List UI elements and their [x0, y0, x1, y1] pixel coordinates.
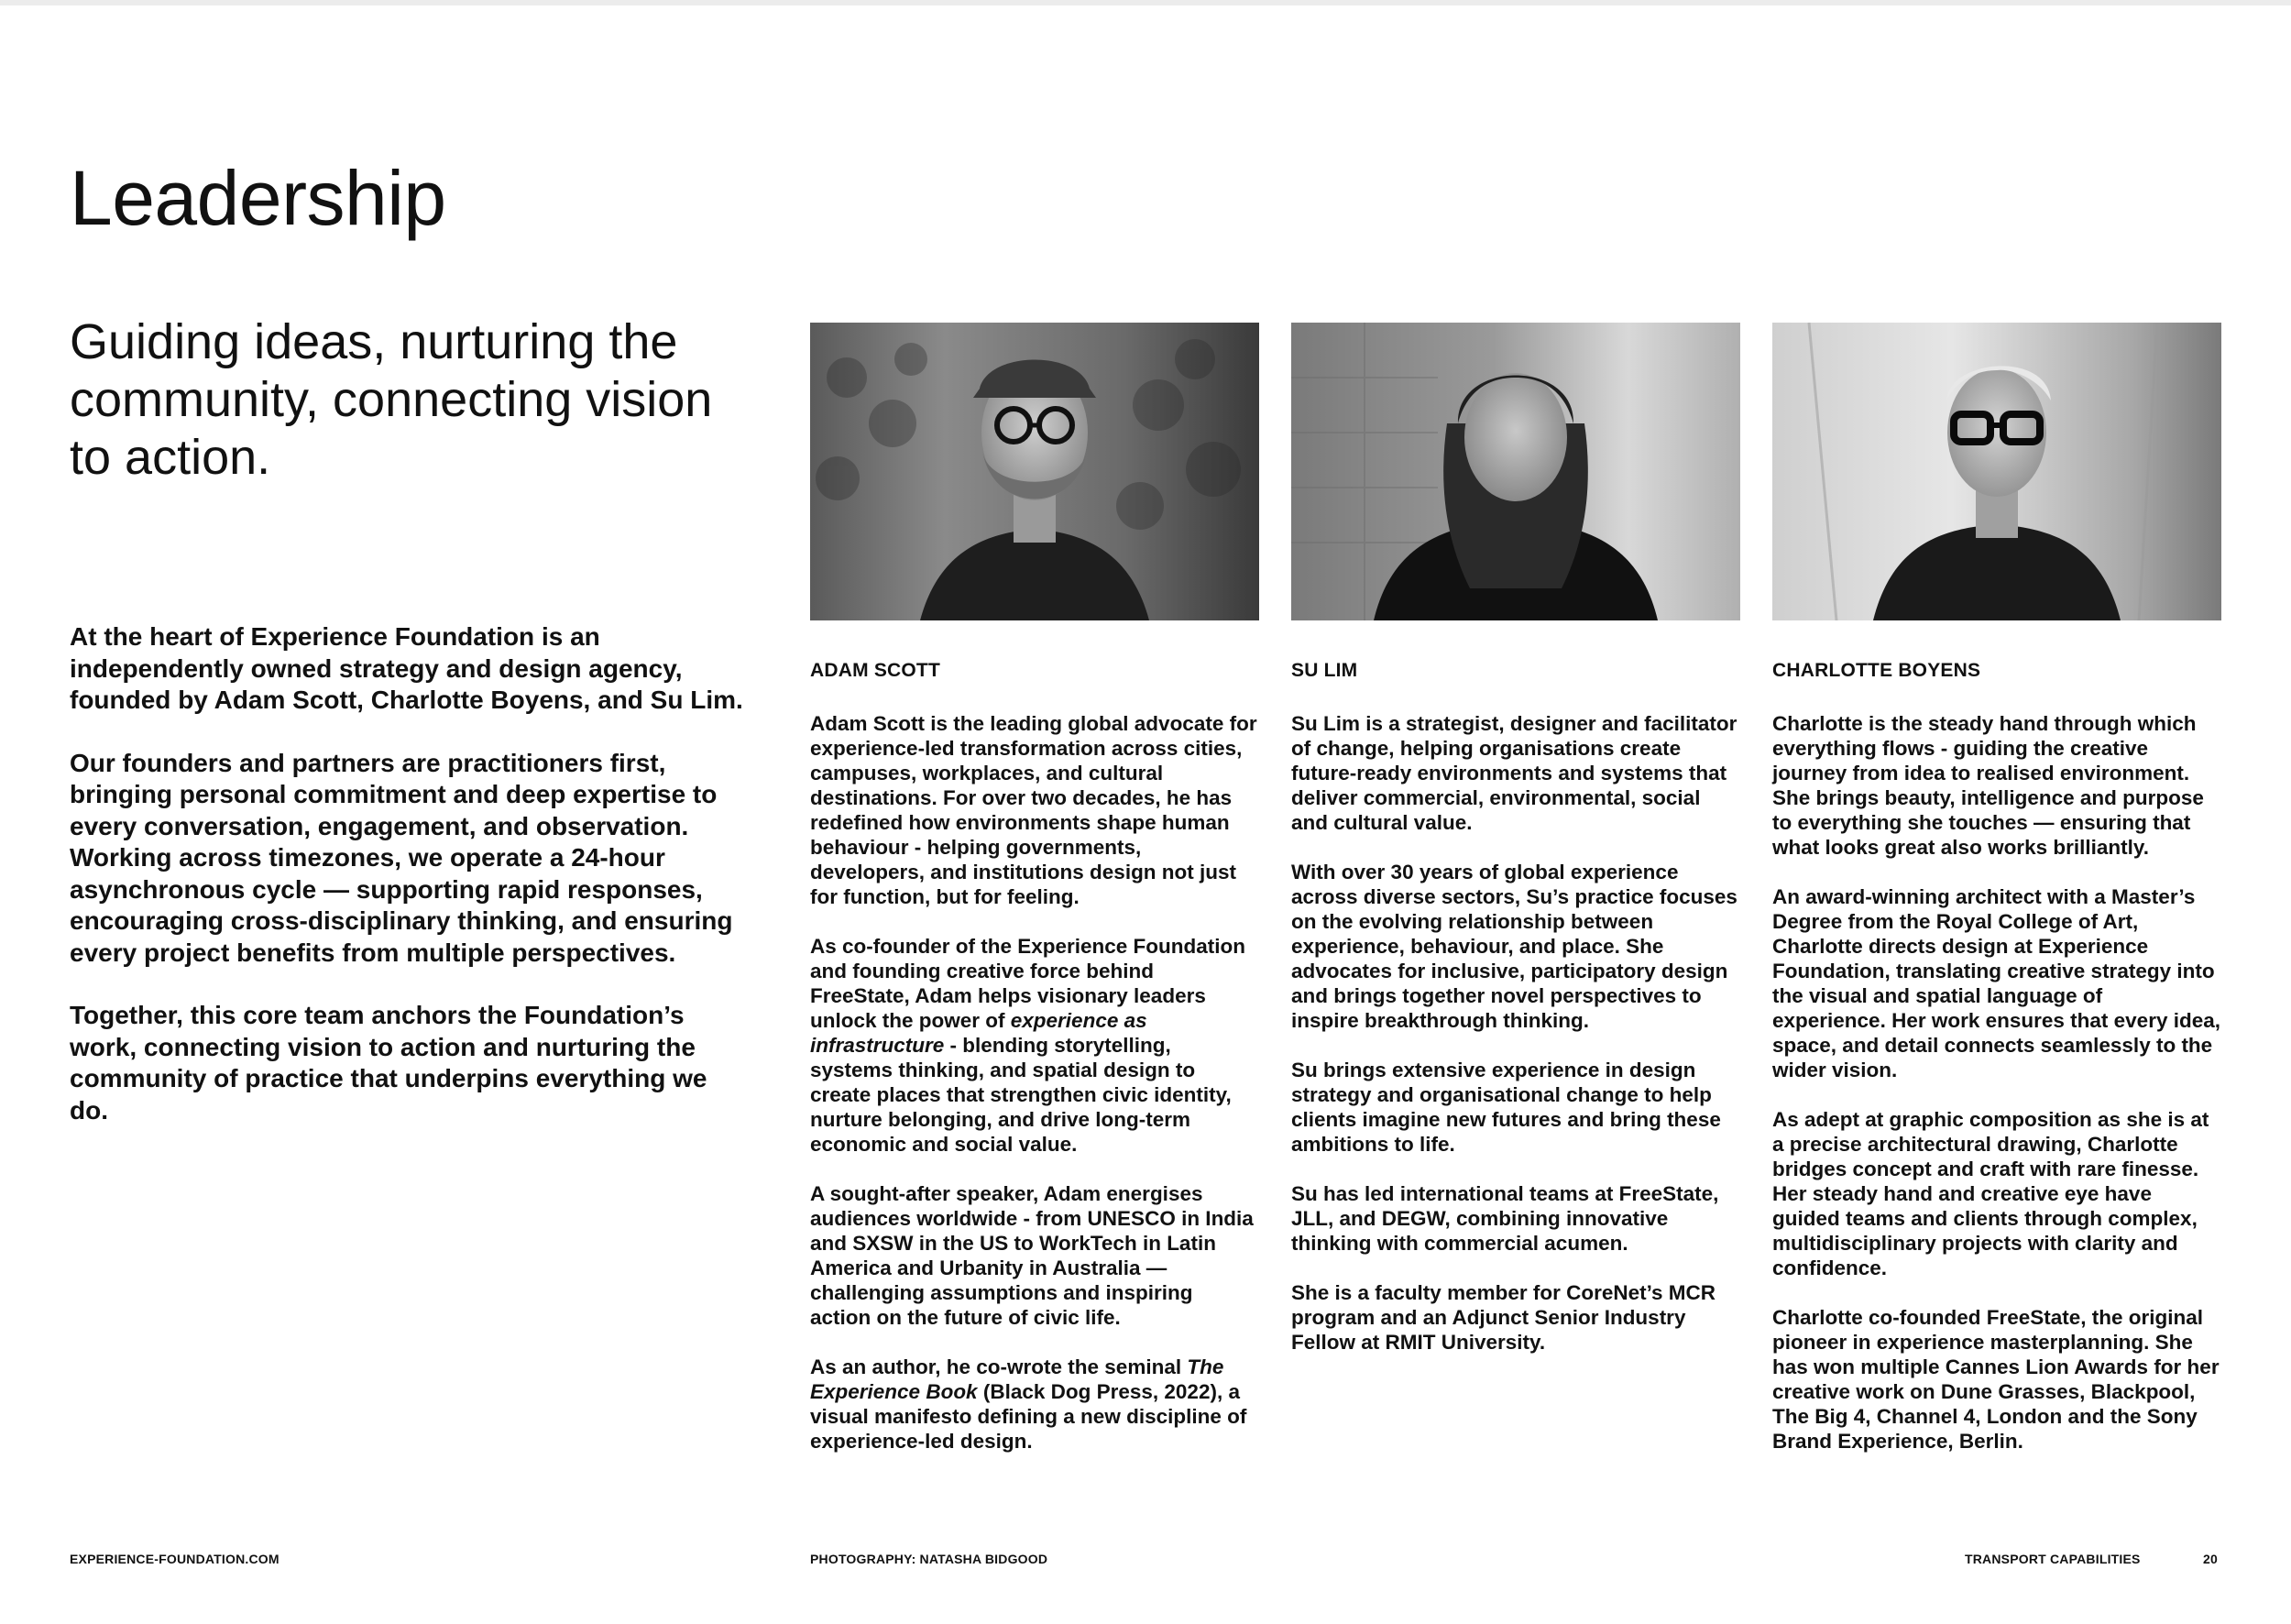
bio-paragraph	[810, 1355, 1259, 1454]
intro-paragraph: Our founders and partners are practitioners first, bringing personal commitment and deep expertise to every conversation, engagement, and observation. Working across timezones, we operate a 24-hour asynchronous cycle — supporting rapid responses, encouraging cross-disciplinary thinking, and ensuring every project benefits from multiple perspectives.	[70, 748, 733, 967]
intro-paragraph: Together, this core team anchors the Foundation’s work, connecting vision to action and nurturing the community of practice that underpins everything we do.	[70, 1001, 707, 1125]
person-bio	[1772, 711, 2221, 1454]
bio-text: (Black Dog Press, 2022), a visual manifesto defining a new discipline of experience-led design.	[810, 1380, 1247, 1453]
footer-photo-credit: PHOTOGRAPHY: NATASHA BIDGOOD	[810, 1552, 1048, 1566]
person-name: CHARLOTTE BOYENS	[1772, 660, 1981, 681]
person-name: ADAM SCOTT	[810, 660, 940, 681]
bio-paragraph: Su Lim is a strategist, designer and facilitator of change, helping organisations create future-ready environments and systems that deliver commercial, environmental, social and cultural value.	[1291, 712, 1737, 834]
bio-text: As an author, he co-wrote the seminal	[810, 1355, 1188, 1378]
portrait-photo	[1772, 323, 2221, 620]
person-name: SU LIM	[1291, 660, 1358, 681]
portrait-photo	[1291, 323, 1740, 620]
bio-paragraph: Charlotte is the steady hand through which everything flows - guiding the creative journey from idea to realised environment. She brings beauty, intelligence and purpose to everything she touches — ensuring that what looks great also works brilliantly.	[1772, 712, 2204, 859]
bio-text: - blending storytelling, systems thinking, and spatial design to create places that strengthen civic identity, nurture belonging, and drive long-term economic and social value.	[810, 1034, 1232, 1156]
page-number: 20	[2203, 1552, 2218, 1566]
bio-paragraph: An award-winning architect with a Master’s Degree from the Royal College of Art, Charlotte directs design at Experience Foundation, translating creative strategy into the visual and spatial language of experience. Her work ensures that every idea, space, and detail connects seamlessly to the wider vision.	[1772, 885, 2220, 1081]
portrait-photo	[810, 323, 1259, 620]
person-bio	[1291, 711, 1740, 1355]
intro-text	[70, 621, 748, 1158]
bio-paragraph: Adam Scott is the leading global advocate for experience-led transformation across cities, campuses, workplaces, and cultural destinations. For over two decades, he has redefined how environments shape human behaviour - helping governments, developers, and institutions design not just for function, but for feeling.	[810, 712, 1257, 908]
profile-su-lim	[1291, 323, 1740, 1379]
bio-paragraph: Su brings extensive experience in design strategy and organisational change to help clients imagine new futures and bring these ambitions to life.	[1291, 1059, 1721, 1156]
bio-paragraph: With over 30 years of global experience across diverse sectors, Su’s practice focuses on the evolving relationship between experience, behaviour, and place. She advocates for inclusive, participatory design and brings together novel perspectives to inspire breakthrough thinking.	[1291, 861, 1737, 1032]
page-title: Leadership	[70, 155, 446, 241]
bio-emphasis: The Experience Book	[810, 1355, 1224, 1403]
intro-paragraph: At the heart of Experience Foundation is an independently owned strategy and design agency, founded by Adam Scott, Charlotte Boyens, and Su Lim.	[70, 622, 743, 714]
portrait-image	[1291, 323, 1740, 620]
bio-emphasis: experience as infrastructure	[810, 1009, 1147, 1057]
bio-paragraph: As adept at graphic composition as she is at a precise architectural drawing, Charlotte bridges concept and craft with rare finesse. Her steady hand and creative eye have guided teams and clients through complex, multidisciplinary projects with clarity and confidence.	[1772, 1108, 2209, 1279]
portrait-image	[810, 323, 1259, 620]
bio-paragraph: She is a faculty member for CoreNet’s MCR program and an Adjunct Senior Industry Fellow at RMIT University.	[1291, 1281, 1716, 1354]
page-tagline: Guiding ideas, nurturing the community, connecting vision to action.	[70, 314, 713, 485]
bio-paragraph: Su has led international teams at FreeState, JLL, and DEGW, combining innovative thinking with commercial acumen.	[1291, 1182, 1719, 1255]
profile-adam-scott	[810, 323, 1259, 1478]
footer-section: TRANSPORT CAPABILITIES	[1965, 1552, 2141, 1566]
profile-charlotte-boyens	[1772, 323, 2221, 1478]
bio-paragraph	[810, 934, 1259, 1157]
bio-text: As co-founder of the Experience Foundation and founding creative force behind FreeState, Adam helps visionary leaders unlock the power of	[810, 935, 1246, 1032]
footer-website: EXPERIENCE-FOUNDATION.COM	[70, 1552, 280, 1566]
bio-paragraph: A sought-after speaker, Adam energises audiences worldwide - from UNESCO in India and SXSW in the US to WorkTech in Latin America and Urbanity in Australia — challenging assumptions and inspiring action on the future of civic life.	[810, 1182, 1254, 1329]
bio-paragraph: Charlotte co-founded FreeState, the original pioneer in experience masterplanning. She has won multiple Cannes Lion Awards for her creative work on Dune Grasses, Blackpool, The Big 4, Channel 4, London and the Sony Brand Experience, Berlin.	[1772, 1306, 2220, 1453]
portrait-image	[1772, 323, 2221, 620]
person-bio	[810, 711, 1259, 1454]
